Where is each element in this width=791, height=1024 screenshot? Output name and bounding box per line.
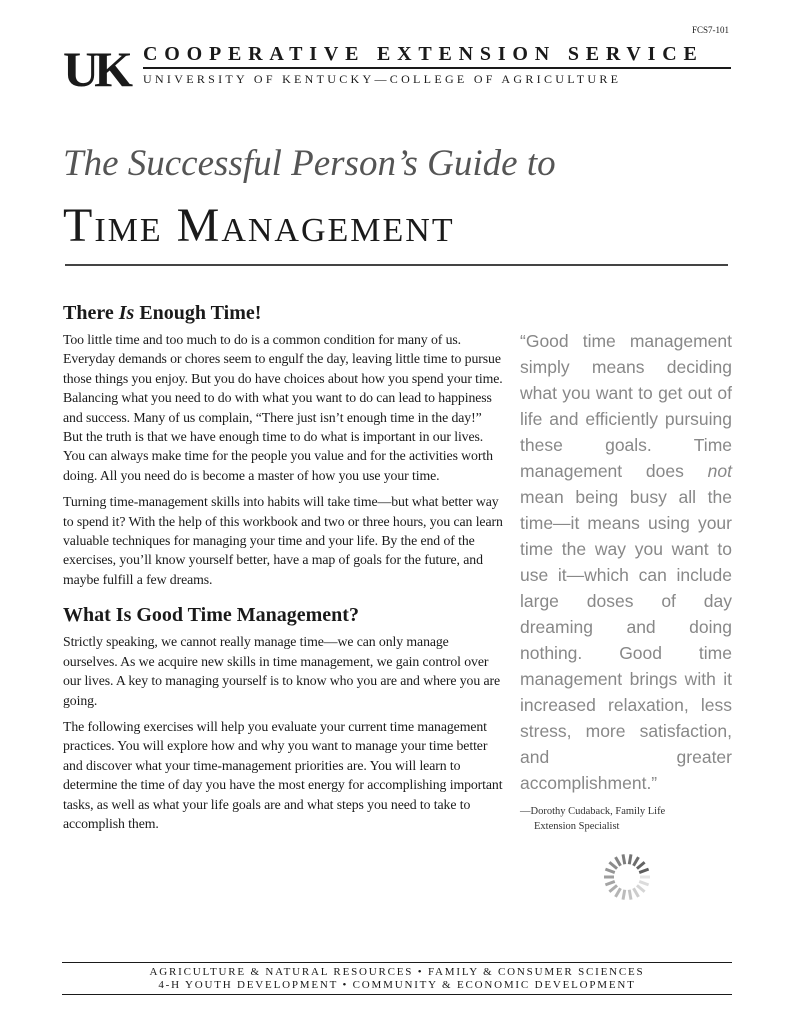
quote-text: “Good time management simply means deciding what you want to get out of life and efficiently pursuing these goals. Time management does not mean being busy all the time—it means using your time the way you want to use it—which can include large doses of day dreaming and doing nothing. Good time management brings with it increased relaxation, less stress, more satisfaction, and greater accomplishment.” (520, 331, 732, 793)
spinner-tick (634, 888, 639, 897)
spinner-tick (629, 890, 631, 900)
section-enough-time (63, 300, 503, 589)
spinner-tick (605, 869, 614, 872)
spinner-tick (639, 869, 648, 872)
footer-line: AGRICULTURE & NATURAL RESOURCES • FAMILY & CONSUMER SCIENCES (149, 966, 645, 978)
header-divider (143, 67, 731, 69)
spinner-tick (634, 857, 639, 866)
section-heading: There Is Enough Time! (63, 302, 262, 324)
title-divider (65, 264, 728, 266)
university-name: UNIVERSITY OF KENTUCKY—COLLEGE OF AGRICULTURE (143, 72, 622, 86)
section-heading: What Is Good Time Management? (63, 604, 359, 627)
document-code: FCS7-101 (691, 25, 729, 35)
document-title: Time Management (63, 199, 455, 252)
quote-attribution: —Dorothy Cudaback, Family Life Extension Specialist (520, 806, 666, 832)
document-subtitle: The Successful Person’s Guide to (63, 143, 556, 184)
spinner-tick (629, 854, 631, 864)
spinner-tick (616, 888, 621, 897)
paragraph: Strictly speaking, we cannot really manage time—we can only manage ourselves. As we acquire new skills in time management, we gain control over our lives. A key to managing yourself is to know who you are and where you are going. (63, 634, 501, 708)
paragraph: Turning time-management skills into habits will take time—but what better way to spend it? With the help of this workbook and two or three hours, you can learn valuable techniques for managing your time and your life. By the end of the exercises, you’ll know yourself better, have a map of goals for the future, and maybe fulfill a few dreams. (63, 494, 503, 587)
service-name: COOPERATIVE EXTENSION SERVICE (143, 43, 704, 65)
footer-line: 4-H YOUTH DEVELOPMENT • COMMUNITY & ECONOMIC DEVELOPMENT (158, 979, 636, 991)
main-column (63, 300, 503, 840)
uk-logo (63, 44, 133, 90)
header-text (143, 42, 731, 87)
spinner-tick (623, 854, 625, 864)
page-header (63, 42, 731, 92)
page-footer (62, 962, 732, 995)
loading-spinner-icon (600, 850, 654, 904)
spinner-tick (639, 881, 648, 884)
spinner-tick (609, 885, 617, 891)
pull-quote (520, 328, 732, 904)
spinner-tick (637, 885, 645, 891)
paragraph: Too little time and too much to do is a common condition for many of us. Everyday demands or chores seem to engulf the day, leaving little time to pursue those things you enjoy. But you do have choices about how you spend your time. Balancing what you need to do with what you want to do can lead to happiness and success. Many of us complain, “There just isn’t enough time in the day!” But the truth is that we have enough time to do what is important in our lives. You can always make time for the people you value and for the activities worth doing. All you need do is become a master of how you use your time. (63, 332, 503, 483)
spinner-tick (623, 890, 625, 900)
spinner-tick (616, 857, 621, 866)
section-good-time-management (63, 602, 503, 833)
spinner-tick (609, 862, 617, 868)
spinner-tick (637, 862, 645, 868)
spinner-tick (605, 881, 614, 884)
uk-logo-text: UK (63, 44, 128, 90)
paragraph: The following exercises will help you evaluate your current time management practices. You will explore how and why you want to manage your time better and discover what your time-management priorities are. You will learn to determine the time of day you have the most energy for accomplishing important tasks, as well as what your life goals are and what steps you need to take to accomplish them. (63, 718, 503, 831)
